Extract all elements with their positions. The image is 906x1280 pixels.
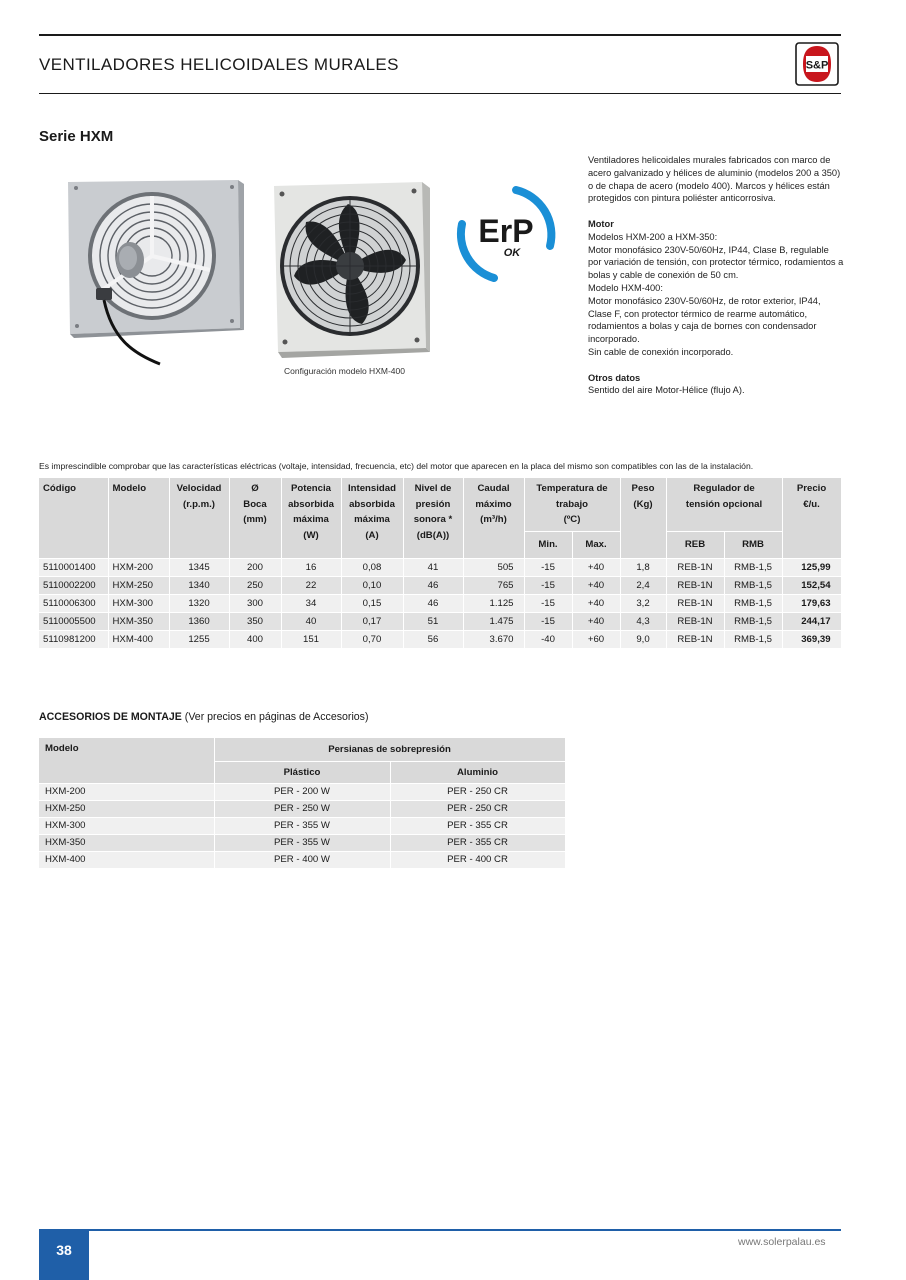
compatibility-note: Es imprescindible comprobar que las características eléctricas (voltaje, intensidad, frecuencia, etc) del motor que aparecen en la placa del mismo son compatibles con las de la instalación.	[39, 461, 754, 471]
cell-nivel: 41	[403, 558, 463, 576]
header-temperatura: Temperatura de trabajo (ºC)	[524, 478, 620, 531]
acc-header-group: Persianas de sobrepresión	[214, 738, 565, 762]
description-intro: Ventiladores helicoidales murales fabricados con marco de acero galvanizado y hélices de aluminio (modelos 200 a 350) o de chapa de acero (modelo 400). Marcos y hélices están protegidos con pintura poliéster anticorrosiva.	[588, 155, 841, 204]
table-row	[39, 612, 841, 630]
cell-temp-min: -15	[524, 558, 572, 576]
header-rmb: RMB	[724, 531, 782, 558]
page-title: VENTILADORES HELICOIDALES MURALES	[39, 55, 399, 74]
cell-boca: 200	[229, 558, 281, 576]
cell-caudal: 505	[463, 558, 524, 576]
cell-velocidad: 1345	[169, 558, 229, 576]
cell-boca: 250	[229, 576, 281, 594]
logo-text: S&P	[805, 59, 829, 72]
erp-badge-main-text: ErP	[478, 213, 534, 249]
accessories-table	[39, 738, 566, 869]
acc-cell-modelo: HXM-200	[39, 784, 214, 801]
acc-cell-modelo: HXM-350	[39, 835, 214, 852]
other-heading: Otros datos	[588, 372, 641, 383]
cell-codigo: 5110005500	[39, 612, 108, 630]
cell-nivel: 46	[403, 594, 463, 612]
header-temp-max: Max.	[572, 531, 620, 558]
acc-header-modelo: Modelo	[39, 738, 214, 784]
cell-rmb: RMB-1,5	[724, 558, 782, 576]
fan-photo-hxm-200	[62, 178, 244, 370]
acc-cell-plastico: PER - 250 W	[214, 801, 390, 818]
specifications-table	[39, 478, 842, 649]
cell-precio: 369,39	[782, 630, 841, 648]
cell-intensidad: 0,70	[341, 630, 403, 648]
acc-header-plastico: Plástico	[214, 762, 390, 784]
acc-cell-plastico: PER - 355 W	[214, 835, 390, 852]
cell-velocidad: 1360	[169, 612, 229, 630]
cell-temp-max: +40	[572, 558, 620, 576]
header-peso: Peso (Kg)	[620, 478, 666, 558]
cell-reb: REB-1N	[666, 558, 724, 576]
cell-peso: 3,2	[620, 594, 666, 612]
fan-photo-hxm-400	[270, 180, 430, 358]
series-title: Serie HXM	[39, 128, 114, 145]
cell-modelo: HXM-250	[108, 576, 169, 594]
cell-caudal: 3.670	[463, 630, 524, 648]
erp-badge-sub-text: OK	[503, 247, 521, 259]
cell-caudal: 765	[463, 576, 524, 594]
table-row	[39, 784, 565, 801]
cell-potencia: 34	[281, 594, 341, 612]
table-row	[39, 630, 841, 648]
header-intensidad: Intensidad absorbida máxima (A)	[341, 478, 403, 558]
header-caudal: Caudal máximo (m³/h)	[463, 478, 524, 558]
cell-velocidad: 1255	[169, 630, 229, 648]
cell-temp-max: +40	[572, 594, 620, 612]
motor-line: Modelo HXM-400:	[588, 282, 663, 293]
header-rule	[39, 93, 841, 94]
motor-line: Sin cable de conexión incorporado.	[588, 346, 734, 357]
motor-heading: Motor	[588, 218, 614, 229]
cell-modelo: HXM-200	[108, 558, 169, 576]
cell-intensidad: 0,10	[341, 576, 403, 594]
cell-velocidad: 1320	[169, 594, 229, 612]
cell-temp-max: +40	[572, 612, 620, 630]
cell-reb: REB-1N	[666, 594, 724, 612]
cell-rmb: RMB-1,5	[724, 576, 782, 594]
cell-codigo: 5110006300	[39, 594, 108, 612]
top-rule	[39, 34, 841, 36]
acc-cell-modelo: HXM-250	[39, 801, 214, 818]
motor-line: Motor monofásico 230V-50/60Hz, de rotor exterior, IP44, Clase F, con protector térmico de rearme automático, rodamientos a bolas y caja de bornes con condensador incorporado.	[588, 295, 821, 345]
table-row	[39, 558, 841, 576]
accessories-title	[39, 711, 369, 723]
header-reb: REB	[666, 531, 724, 558]
cell-caudal: 1.475	[463, 612, 524, 630]
cell-precio: 179,63	[782, 594, 841, 612]
cell-modelo: HXM-400	[108, 630, 169, 648]
cell-temp-min: -15	[524, 612, 572, 630]
accessories-title-bold: ACCESORIOS DE MONTAJE	[39, 711, 182, 723]
acc-cell-aluminio: PER - 355 CR	[390, 835, 565, 852]
cell-boca: 300	[229, 594, 281, 612]
cell-temp-min: -15	[524, 576, 572, 594]
footer-rule	[39, 1229, 841, 1231]
header-precio: Precio €/u.	[782, 478, 841, 558]
cell-codigo: 5110981200	[39, 630, 108, 648]
cell-caudal: 1.125	[463, 594, 524, 612]
cell-reb: REB-1N	[666, 630, 724, 648]
acc-cell-aluminio: PER - 355 CR	[390, 818, 565, 835]
cell-potencia: 151	[281, 630, 341, 648]
cell-intensidad: 0,17	[341, 612, 403, 630]
cell-intensidad: 0,08	[341, 558, 403, 576]
header-nivel-sonoro: Nivel de presión sonora * (dB(A))	[403, 478, 463, 558]
cell-codigo: 5110001400	[39, 558, 108, 576]
acc-cell-aluminio: PER - 250 CR	[390, 801, 565, 818]
header-regulador: Regulador de tensión opcional	[666, 478, 782, 531]
photo-caption: Configuración modelo HXM-400	[284, 366, 405, 376]
cell-potencia: 22	[281, 576, 341, 594]
header-boca: Ø Boca (mm)	[229, 478, 281, 558]
motor-line: Modelos HXM-200 a HXM-350:	[588, 231, 718, 242]
cell-nivel: 51	[403, 612, 463, 630]
header-velocidad: Velocidad (r.p.m.)	[169, 478, 229, 558]
table-row	[39, 818, 565, 835]
cell-precio: 152,54	[782, 576, 841, 594]
cell-precio: 125,99	[782, 558, 841, 576]
specifications-body	[39, 558, 841, 648]
cell-modelo: HXM-350	[108, 612, 169, 630]
motor-line: Motor monofásico 230V-50/60Hz, IP44, Clase B, regulable por variación de tensión, con protector térmico, rodamientos a bolas y cable de conexión de 50 cm.	[588, 244, 844, 281]
cell-boca: 400	[229, 630, 281, 648]
page-number: 38	[39, 1231, 89, 1280]
cell-peso: 2,4	[620, 576, 666, 594]
accessories-body	[39, 784, 565, 869]
acc-cell-plastico: PER - 200 W	[214, 784, 390, 801]
cell-peso: 4,3	[620, 612, 666, 630]
acc-cell-plastico: PER - 355 W	[214, 818, 390, 835]
erp-badge	[454, 184, 558, 284]
footer-url[interactable]: www.solerpalau.es	[738, 1236, 826, 1248]
accessories-title-rest: (Ver precios en páginas de Accesorios)	[181, 711, 369, 723]
cell-nivel: 56	[403, 630, 463, 648]
cell-codigo: 5110002200	[39, 576, 108, 594]
header-potencia: Potencia absorbida máxima (W)	[281, 478, 341, 558]
cell-rmb: RMB-1,5	[724, 594, 782, 612]
acc-header-aluminio: Aluminio	[390, 762, 565, 784]
acc-cell-plastico: PER - 400 W	[214, 852, 390, 869]
header-temp-min: Min.	[524, 531, 572, 558]
cell-temp-max: +60	[572, 630, 620, 648]
cell-reb: REB-1N	[666, 576, 724, 594]
table-row	[39, 852, 565, 869]
other-text: Sentido del aire Motor-Hélice (flujo A).	[588, 385, 745, 396]
header-codigo: Código	[39, 478, 108, 558]
cell-peso: 1,8	[620, 558, 666, 576]
table-row	[39, 801, 565, 818]
table-row	[39, 576, 841, 594]
description	[588, 154, 844, 397]
acc-cell-modelo: HXM-400	[39, 852, 214, 869]
cell-precio: 244,17	[782, 612, 841, 630]
acc-cell-aluminio: PER - 400 CR	[390, 852, 565, 869]
cell-temp-min: -40	[524, 630, 572, 648]
header-modelo: Modelo	[108, 478, 169, 558]
cell-intensidad: 0,15	[341, 594, 403, 612]
cell-peso: 9,0	[620, 630, 666, 648]
table-row	[39, 835, 565, 852]
cell-potencia: 40	[281, 612, 341, 630]
cell-temp-min: -15	[524, 594, 572, 612]
cell-velocidad: 1340	[169, 576, 229, 594]
acc-cell-modelo: HXM-300	[39, 818, 214, 835]
cell-modelo: HXM-300	[108, 594, 169, 612]
cell-boca: 350	[229, 612, 281, 630]
cell-nivel: 46	[403, 576, 463, 594]
table-row	[39, 594, 841, 612]
cell-reb: REB-1N	[666, 612, 724, 630]
cell-potencia: 16	[281, 558, 341, 576]
cell-temp-max: +40	[572, 576, 620, 594]
sp-logo	[795, 42, 839, 86]
cell-rmb: RMB-1,5	[724, 630, 782, 648]
acc-cell-aluminio: PER - 250 CR	[390, 784, 565, 801]
cell-rmb: RMB-1,5	[724, 612, 782, 630]
